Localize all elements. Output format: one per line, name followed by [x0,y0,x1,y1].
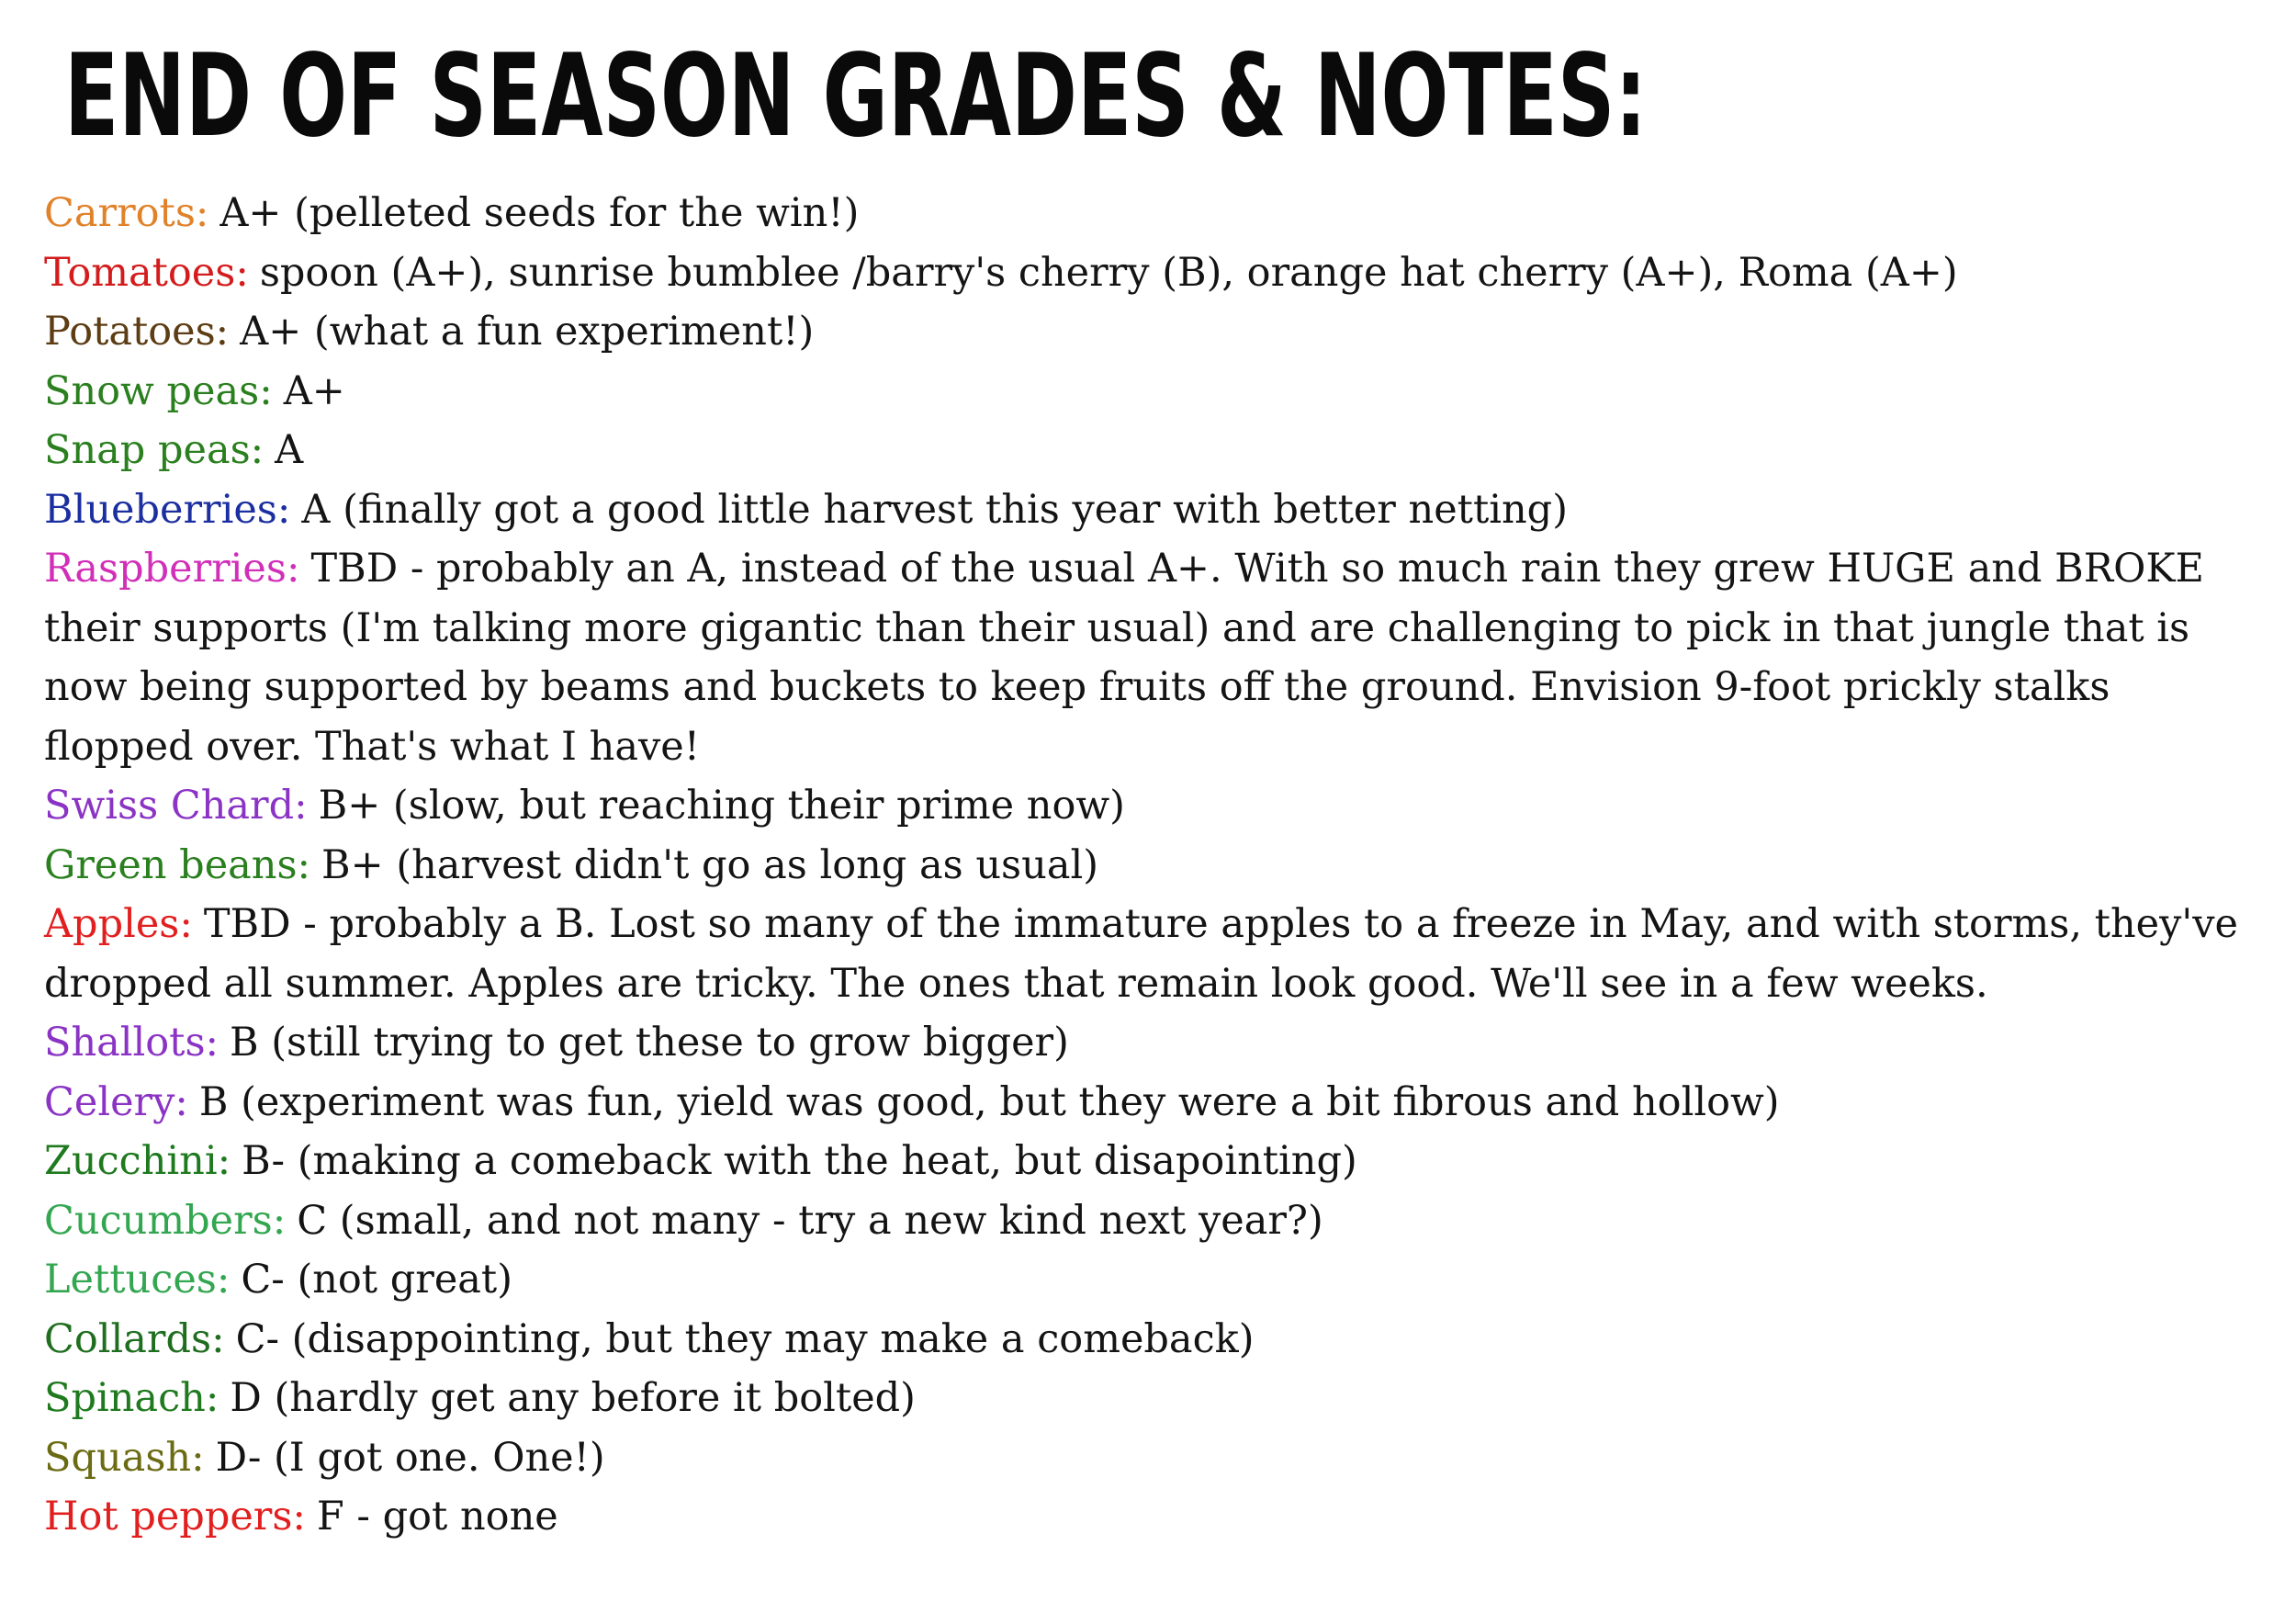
crop-name: Zucchini: [44,1138,231,1184]
grade-note: B+ (slow, but reaching their prime now) [318,783,1125,829]
grade-entry [44,1132,2267,1191]
grade-note: spoon (A+), sunrise bumblee /barry's cherry (B), orange hat cherry (A+), Roma (A+) [259,249,1958,296]
grade-entry [44,1428,2267,1488]
crop-name: Apples: [44,901,193,947]
grade-note: C- (not great) [241,1257,512,1303]
grade-note: B- (making a comeback with the heat, but disapointing) [242,1138,1357,1184]
grade-note: A+ (what a fun experiment!) [240,309,815,355]
crop-name: Shallots: [44,1020,219,1066]
grade-entry [44,243,2267,303]
grade-note: TBD - probably a B. Lost so many of the immature apples to a freeze in May, and with storms, they've dropped all summer. Apples are tricky. The ones that remain look good. We'll see in a few weeks. [44,901,2238,1007]
crop-name: Snap peas: [44,427,264,473]
grade-entry [44,836,2267,896]
grade-note: B+ (harvest didn't go as long as usual) [321,841,1098,888]
grade-note: B (still trying to get these to grow bigger) [230,1020,1069,1066]
crop-name: Squash: [44,1434,205,1481]
grade-entry [44,895,2267,1013]
page-title: END OF SEASON GRADES & NOTES: [64,30,1648,163]
grade-note: D (hardly get any before it bolted) [230,1375,916,1421]
grade-entry [44,1369,2267,1428]
grade-entry [44,421,2267,480]
grade-entry [44,302,2267,362]
crop-name: Lettuces: [44,1257,231,1303]
grade-note: A+ [283,367,345,414]
crop-name: Swiss Chard: [44,783,308,829]
grades-list [44,184,2267,1547]
crop-name: Cucumbers: [44,1197,287,1244]
grade-entry [44,1487,2267,1547]
grade-entry [44,539,2267,776]
crop-name: Tomatoes: [44,249,249,296]
grade-note: A [275,427,304,473]
grade-entry [44,1073,2267,1133]
grade-entry [44,1013,2267,1073]
grade-note: A+ (pelleted seeds for the win!) [219,190,860,236]
grade-entry [44,480,2267,540]
crop-name: Celery: [44,1078,188,1125]
grade-entry [44,362,2267,422]
grade-note: A (finally got a good little harvest this year with better netting) [301,486,1568,533]
crop-name: Raspberries: [44,546,300,592]
grade-note: D- (I got one. One!) [215,1434,605,1481]
crop-name: Hot peppers: [44,1494,306,1540]
crop-name: Potatoes: [44,309,230,355]
grade-note: C- (disappointing, but they may make a comeback) [235,1315,1255,1362]
grade-entry [44,1191,2267,1251]
crop-name: Blueberries: [44,486,291,533]
grade-entry [44,1310,2267,1370]
grade-note: C (small, and not many - try a new kind next year?) [297,1197,1323,1244]
crop-name: Green beans: [44,841,311,888]
crop-name: Snow peas: [44,367,273,414]
crop-name: Carrots: [44,190,209,236]
crop-name: Spinach: [44,1375,219,1421]
grade-entry [44,1250,2267,1310]
grade-note: F - got none [316,1494,558,1540]
grade-note: B (experiment was fun, yield was good, but they were a bit fibrous and hollow) [198,1078,1780,1125]
crop-name: Collards: [44,1315,225,1362]
grade-entry [44,184,2267,243]
grade-note: TBD - probably an A, instead of the usual A+. With so much rain they grew HUGE and BROKE their supports (I'm talking more gigantic than their usual) and are challenging to pick in that jungle that is now being supported by beams and buckets to keep fruits off the ground. Envision 9-foot prickly stalks flopped over. That's what I have! [44,546,2204,770]
grade-entry [44,776,2267,836]
